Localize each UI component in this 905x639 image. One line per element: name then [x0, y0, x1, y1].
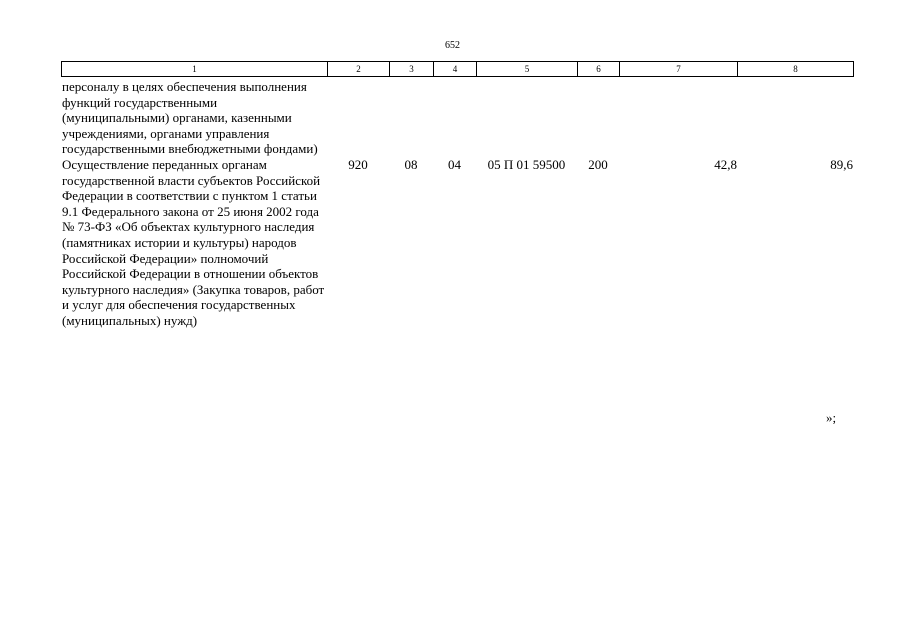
- header-cell-4: 4: [434, 62, 477, 77]
- header-cell-1: 1: [62, 62, 328, 77]
- row-col6: 200: [588, 156, 608, 172]
- row-col2: [327, 79, 389, 157]
- closing-quote-mark: »;: [826, 410, 837, 425]
- row-description: Осуществление переданных органам государственной власти субъектов Российской Федерации в соответствии с пунктом 1 статьи 9.1 Федерального закона от 25 июня 2002 года № 73-ФЗ «Об объектах культурного наследия (памятниках истории и культуры) народов Российской Федерации» полномочий Российской Федерации в отношении объектов культурного наследия» (Закупка товаров, работ и услуг для обеспечения государственных (муниципальных) нужд): [62, 156, 325, 328]
- header-cell-7: 7: [620, 62, 738, 77]
- header-cell-5: 5: [477, 62, 578, 77]
- row-description: персоналу в целях обеспечения выполнения функций государственными (муниципальными) органами, казенными учреждениями, органами управления государственными внебюджетными фондами): [62, 79, 318, 157]
- header-cell-3: 3: [390, 62, 434, 77]
- row-col7: 42,8: [714, 156, 737, 172]
- header-cell-8: 8: [738, 62, 854, 77]
- row-col7: [619, 79, 737, 157]
- budget-table-body: [61, 79, 853, 329]
- column-number-header: [61, 61, 854, 77]
- row-col5: [476, 79, 577, 157]
- row-col8: 89,6: [830, 156, 853, 172]
- row-col6: [577, 79, 619, 157]
- header-cell-6: 6: [578, 62, 620, 77]
- table-row: [61, 79, 853, 157]
- row-col5: 05 П 01 59500: [487, 156, 566, 172]
- table-row: [61, 157, 853, 329]
- row-col2: 920: [348, 156, 368, 172]
- row-col3: 08: [404, 156, 418, 172]
- header-row: [62, 62, 854, 77]
- page-number: 652: [445, 40, 460, 51]
- row-col4: [433, 79, 476, 157]
- row-col8: [737, 79, 853, 157]
- row-col3: [389, 79, 433, 157]
- header-cell-2: 2: [328, 62, 390, 77]
- row-col4: 04: [448, 156, 461, 172]
